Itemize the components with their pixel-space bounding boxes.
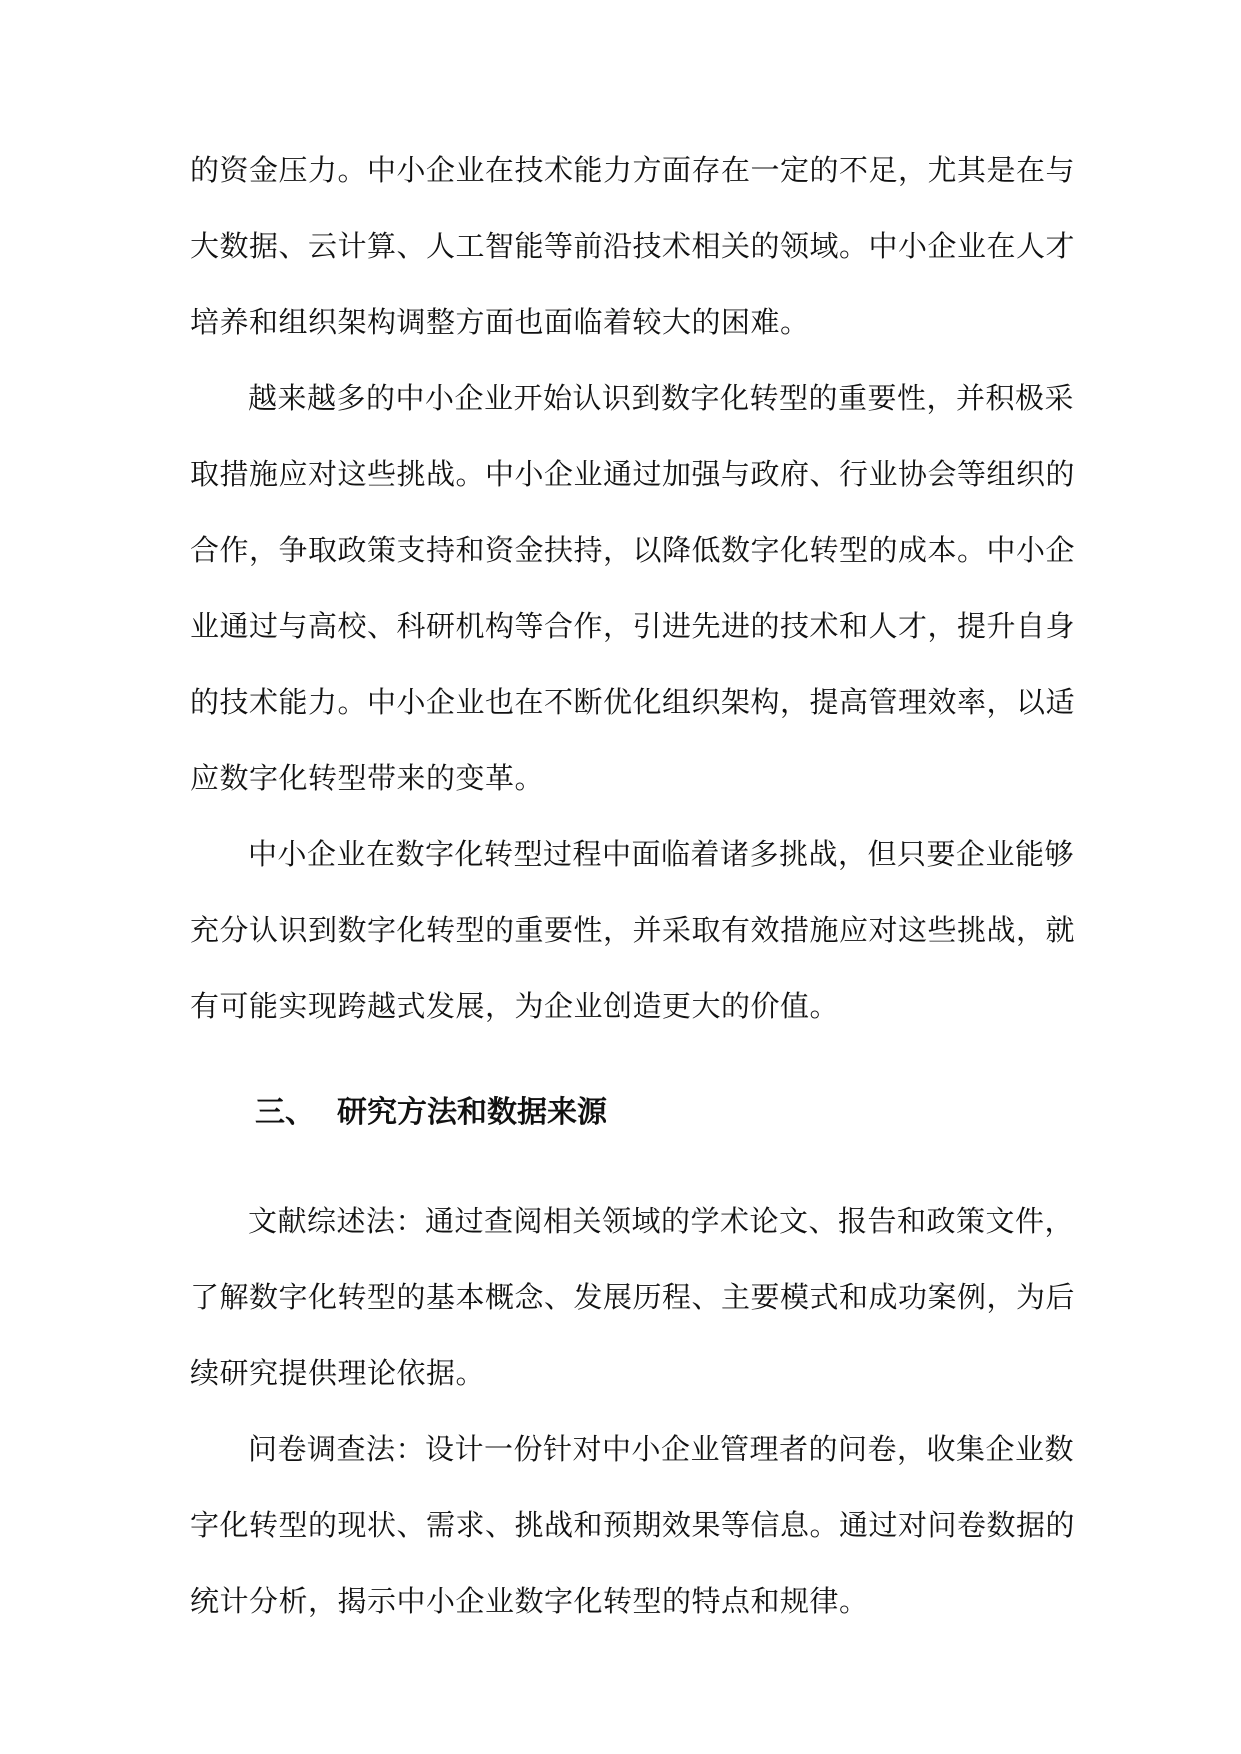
section-title: 研究方法和数据来源 [337,1095,607,1130]
method-2-line-2: 字化转型的现状、需求、挑战和预期效果等信息。通过对问卷数据的 [190,1508,1076,1542]
method-2-line-3: 统计分析，揭示中小企业数字化转型的特点和规律。 [190,1584,869,1618]
paragraph-3-line-1: 中小企业在数字化转型过程中面临着诸多挑战，但只要企业能够 [248,837,1075,871]
method-2-line-1: 问卷调查法：设计一份针对中小企业管理者的问卷，收集企业数 [248,1432,1075,1466]
paragraph-1-line-2: 大数据、云计算、人工智能等前沿技术相关的领域。中小企业在人才 [190,229,1076,263]
paragraph-2-line-3: 合作，争取政策支持和资金扶持，以降低数字化转型的成本。中小企 [190,533,1076,567]
paragraph-2-line-5: 的技术能力。中小企业也在不断优化组织架构，提高管理效率，以适 [190,685,1076,719]
paragraph-2-line-2: 取措施应对这些挑战。中小企业通过加强与政府、行业协会等组织的 [190,457,1076,491]
paragraph-3-line-2: 充分认识到数字化转型的重要性，并采取有效措施应对这些挑战，就 [190,913,1076,947]
paragraph-1-line-1: 的资金压力。中小企业在技术能力方面存在一定的不足，尤其是在与 [190,153,1076,187]
paragraph-2-line-1: 越来越多的中小企业开始认识到数字化转型的重要性，并积极采 [248,381,1075,415]
paragraph-3-line-3: 有可能实现跨越式发展，为企业创造更大的价值。 [190,989,840,1023]
method-1-line-2: 了解数字化转型的基本概念、发展历程、主要模式和成功案例，为后 [190,1280,1076,1314]
method-1-line-1: 文献综述法：通过查阅相关领域的学术论文、报告和政策文件， [248,1204,1075,1238]
paragraph-2-line-6: 应数字化转型带来的变革。 [190,761,545,795]
method-1-line-3: 续研究提供理论依据。 [190,1356,486,1390]
section-heading [255,1093,607,1133]
section-number: 三、 [255,1095,315,1130]
paragraph-2-line-4: 业通过与高校、科研机构等合作，引进先进的技术和人才，提升自身 [190,609,1076,643]
paragraph-1-line-3: 培养和组织架构调整方面也面临着较大的困难。 [190,305,810,339]
